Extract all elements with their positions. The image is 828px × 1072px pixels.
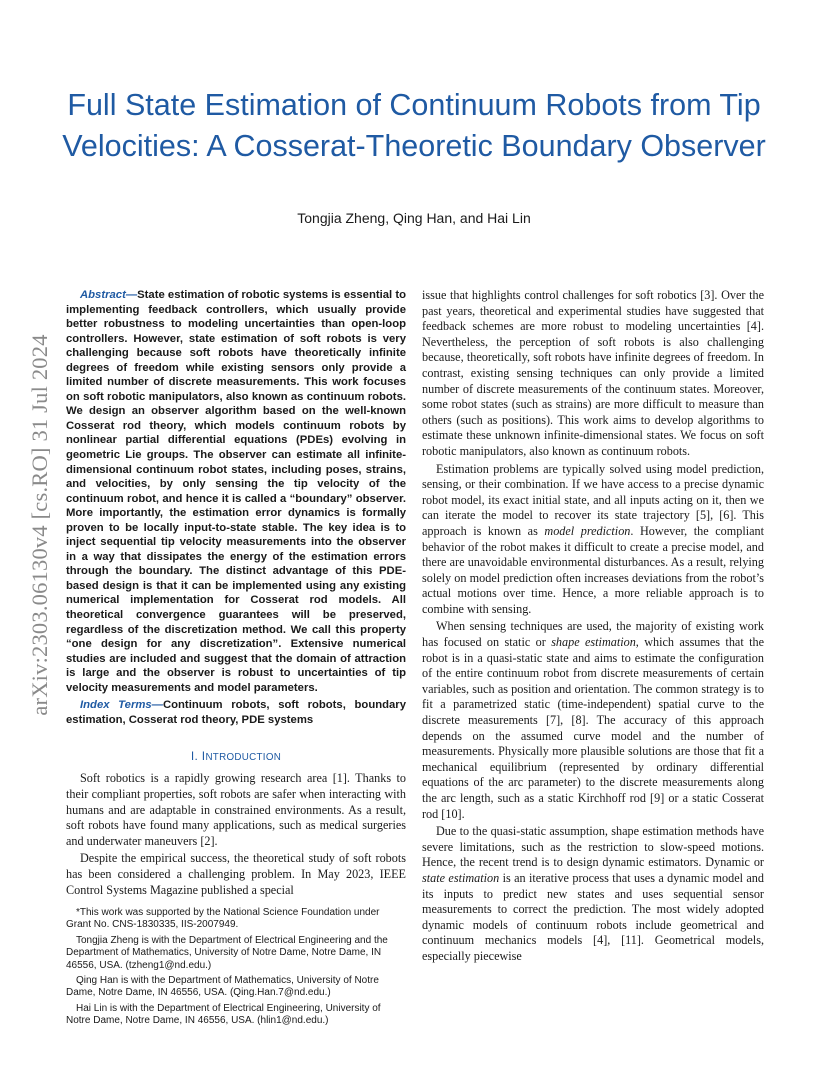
abstract-text: State estimation of robotic systems is essential to implementing feedback controllers, which usually provide better robustness to modeling uncertainties than open-loop controllers. However, state estimation of soft robots is very challenging because soft robots have theoretically infinite degrees of freedom while existing sensors only provide a limited number of discrete measurements. This work focuses on soft robotic manipulators, also known as continuum robots. We design an observer algorithm based on the well-known Cosserat rod theory, which models continuum robots by nonlinear partial differential equations (PDEs) evolving in geometric Lie groups. The observer can estimate all infinite-dimensional continuum robot states, including poses, strains, and velocities, by only sensing the tip velocity of the continuum robot, and hence it is called a “boundary” observer. More importantly, the estimation error dynamics is formally proven to be locally input-to-state stable. The key idea is to inject sequential tip velocity measurements into the observer in a way that dissipates the energy of the estimation errors through the boundary. The distinct advantage of this PDE-based design is that it can be implemented using any existing numerical implementation for Cosserat rod models. All theoretical convergence guarantees will be preserved, regardless of the discretization method. We call this property “one design for any discretization”. Extensive numerical studies are included and suggest that the domain of attraction is large and the observer is robust to uncertainties of tip velocity measurements and model parameters. — [66, 289, 406, 694]
emphasis-shape-estimation: shape estimation — [551, 635, 636, 650]
paragraph: issue that highlights control challenges for soft robotics [3]. Over the past years, theoretical and experimental studies have suggested that feedback schemes are more robust to modeling uncertainties [4]. Nevertheless, the perception of soft robots is also challenging because, theoretically, soft robots have infinite degrees of freedom. In contrast, existing sensing techniques can only provide a limited number of discrete measurements of the continuum states. Moreover, some robot states (such as strains) are more difficult to measure than others (such as positions). This work aims to develop algorithms to estimate these unknown infinite-dimensional states. We focus on soft robotic manipulators, also known as continuum robots. — [422, 288, 764, 458]
index-terms — [66, 698, 406, 727]
footnotes — [66, 907, 406, 1031]
abstract — [66, 288, 406, 695]
paragraph: Despite the empirical success, the theoretical study of soft robots has been considered a challenging problem. In May 2023, IEEE Control Systems Magazine published a special — [66, 851, 406, 897]
author-list: Tongjia Zheng, Qing Han, and Hai Lin — [297, 210, 531, 226]
arxiv-identifier: arXiv:2303.06130v4 [cs.RO] 31 Jul 2024 — [27, 334, 52, 716]
emphasis-state-estimation: state estimation — [422, 870, 500, 885]
paragraph: Soft robotics is a rapidly growing research area [1]. Thanks to their compliant properties, soft robots are safer when interacting with humans and are adaptable in constrained environments. As a result, soft robots have found many applications, such as medical surgeries and underwater maneuvers [2]. — [66, 771, 406, 848]
emphasis-model-prediction: model prediction — [544, 523, 631, 538]
paper-title: Full State Estimation of Continuum Robots from Tip Velocities: A Cosserat-Theoretic Boundary Observer — [62, 88, 766, 163]
paragraph: Due to the quasi-static assumption, shape estimation methods have severe limitations, such as the restriction to slow-speed motions. Hence, the recent trend is to design dynamic estimators. Dynamic or state estimation is an iterative process that uses a dynamic model and its inputs to predict new states and uses sequential sensor measurements to correct the prediction. The most widely adopted dynamic models of continuum robots include geometrical and continuum mechanics models [4], [11]. Geometrical models, especially piecewise — [422, 824, 764, 963]
footnote-author: Qing Han is with the Department of Mathematics, University of Notre Dame, Notre Dame, IN 46556, USA. (Qing.Han.7@nd.edu.) — [66, 975, 379, 999]
index-terms-label: Index Terms— — [80, 699, 163, 712]
footnote-author: Hai Lin is with the Department of Electrical Engineering, University of Notre Dame, Notre Dame, IN 46556, USA. (hlin1@nd.edu.) — [66, 1002, 381, 1027]
footnote-funding: *This work was supported by the National Science Foundation under Grant No. CNS-1830335, IIS-2007949. — [66, 907, 380, 931]
abstract-label: Abstract— — [80, 289, 138, 301]
index-terms-text: Continuum robots, soft robots, boundary estimation, Cosserat rod theory, PDE systems — [66, 699, 406, 726]
paragraph: When sensing techniques are used, the majority of existing work has focused on static or shape estimation, which assumes that the robot is in a quasi-static state and aims to estimate the configuration of the entire continuum robot from discrete measurements of certain variables, such as position and orientation. The common strategy is to fit a parametrized static (time-independent) spatial curve to the discrete measurements [7], [8]. The accuracy of this approach depends on the assumed curve model and the number of measurements. Physically more plausible solutions are those that fit a mechanical equilibrium (represented by ordinary differential equations of the arc parameter) to the discrete measurements along the arc length, such as a static Kirchhoff rod [9] or a static Cosserat rod [10]. — [422, 619, 764, 821]
right-column — [422, 288, 764, 965]
introduction-text — [66, 771, 406, 898]
left-column — [66, 288, 406, 898]
paragraph: Estimation problems are typically solved using model prediction, sensing, or their combination. If we have access to a precise dynamic robot model, its exact initial state, and all inputs acting on it, then we can iterate the model to recover its state trajectory [5], [6]. This approach is known as model prediction. However, the compliant behavior of the robot makes it difficult to create a precise model, and there are unavoidable environmental disturbances. As a result, relying solely on model prediction often increases deviations from the robot’s actual motions over time. Hence, a more reliable approach is to combine with sensing. — [422, 461, 764, 616]
footnote-author: Tongjia Zheng is with the Department of Electrical Engineering and the Department of Mathematics, University of Notre Dame, Notre Dame, IN 46556, USA. (tzheng1@nd.edu.) — [66, 934, 388, 971]
section-heading-introduction: I. INTRODUCTION — [190, 749, 282, 764]
